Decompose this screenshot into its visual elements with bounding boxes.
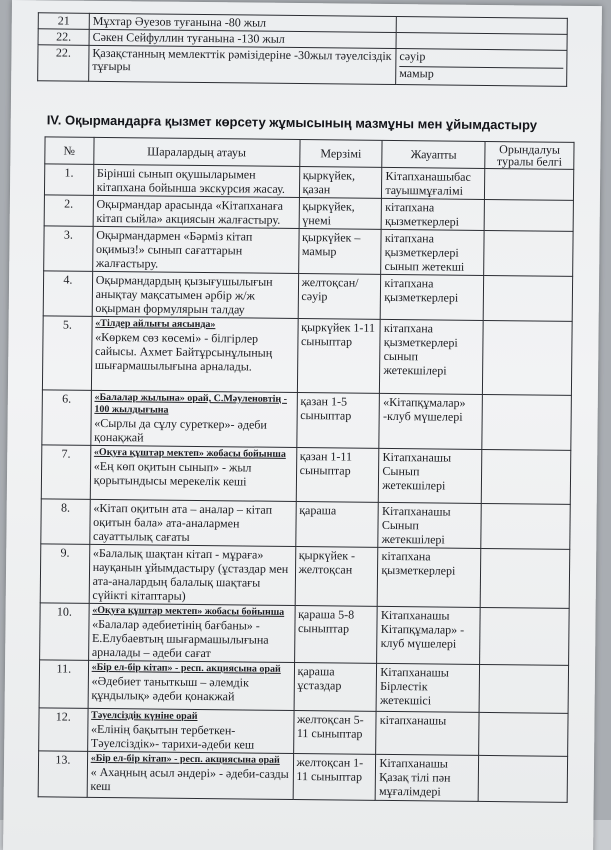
- row-responsible: Кітапханашы Сынып жетекшілері: [378, 502, 481, 548]
- row-number: 8.: [41, 499, 90, 545]
- header-responsible: Жауапты: [382, 140, 485, 168]
- table-row: [42, 390, 572, 451]
- row-responsible: Кітапханашы Кітапқұмалар» - клуб мүшелері: [377, 606, 480, 664]
- row-event-title: «Ең көп оқитын сынып» - жыл қорытындысы мерекелік кеші: [93, 458, 252, 489]
- row-event-name: [87, 751, 293, 799]
- row-event-occasion: «Тілдер айлығы аясында»: [95, 317, 216, 331]
- row-number: 10.: [40, 603, 89, 661]
- row-deadline: қыркүйек 1-11 сыныптар: [297, 319, 381, 394]
- header-number: №: [45, 137, 94, 165]
- row-event-name: [89, 544, 295, 605]
- row-deadline: [396, 49, 567, 87]
- row-responsible: «Кітапқұмалар» -клуб мүшелері: [379, 393, 482, 449]
- row-completion-mark: [479, 712, 568, 756]
- row-number: 4.: [43, 271, 92, 317]
- row-completion-mark: [483, 320, 573, 395]
- row-deadline: желтоқсан 1-11 сыныптар: [293, 753, 376, 800]
- row-deadline: қараша ұстаздар: [294, 662, 377, 711]
- row-number: 2.: [44, 195, 93, 227]
- row-event-title: «Балалар әдебиетінің бағбаны» - Е.Елубаевтың шығармашылығына арналады – әдеби сағат: [91, 616, 269, 661]
- row-number: 22.: [38, 45, 89, 82]
- table-row: [41, 499, 570, 550]
- table-row: [41, 445, 571, 505]
- row-event-title: Оқырмандармен «Бәрміз кітап оқимыз!» сынып сағаттарын жалғастыру.: [95, 227, 253, 271]
- row-deadline: қыркүйек, қазан: [299, 167, 382, 199]
- row-event-title: Оқырмандардың қызығушылығын анықтау мақсатымен әрбір ж/ж оқырман формулярын талдау: [95, 272, 273, 317]
- row-event-title: Оқырмандар арасында «Кітапханаға кітап сыйла» акциясын жалғастыру.: [96, 196, 284, 227]
- row-deadline: қазан 1-5 сыныптар: [296, 393, 379, 449]
- row-completion-mark: [478, 755, 567, 802]
- row-event-name: [88, 660, 294, 710]
- table-row: [39, 660, 568, 714]
- section-title: IV. Оқырмандарға қызмет көрсету жұмысының мазмұны мен ұйымдастыру: [46, 112, 538, 133]
- row-event-name: [89, 499, 295, 546]
- row-number: 21: [38, 13, 89, 30]
- row-event-title: «Елінің бақытын тербеткен- Тәуелсіздік»- тарихи-әдеби кеш: [90, 721, 255, 752]
- row-event-name: Сәкен Сейфуллин туғанына -130 жыл: [89, 29, 396, 48]
- row-completion-mark: [480, 548, 569, 608]
- row-responsible: кітапхана қызметкерлері: [378, 547, 481, 607]
- row-event-title: «Көркем сөз көсемі» - білгірлер сайысы. Ахмет Байтұрсынұлының шығармашылығына арналады.: [94, 329, 273, 374]
- row-number: 9.: [40, 544, 89, 604]
- row-completion-mark: [481, 449, 570, 504]
- row-event-occasion: «Бір ел-бір кітап» - респ. акциясына орай: [91, 661, 281, 675]
- row-completion-mark: [485, 168, 574, 200]
- activities-table: [38, 136, 575, 803]
- table-row: [40, 544, 570, 609]
- row-responsible: кітапхана қызметкерлері сынып жетекші: [381, 229, 484, 275]
- row-deadline: қараша 5-8 сыныптар: [294, 605, 377, 663]
- row-number: 6.: [42, 390, 91, 446]
- row-deadline-start: сәуір: [399, 49, 426, 64]
- row-deadline: қыркүйек, үнемі: [299, 198, 382, 230]
- table-row: [43, 271, 572, 322]
- row-responsible: кітапхана қызметкерлері сынып жетекшілері: [380, 319, 484, 394]
- row-event-name: [87, 708, 293, 753]
- row-deadline: желтоқсан/ сәуір: [298, 274, 381, 320]
- table-row: [44, 226, 573, 277]
- row-event-name: [91, 316, 298, 392]
- table-row: [38, 751, 567, 803]
- row-responsible: Кітапханашы Сынып жетекшілері: [379, 448, 482, 503]
- row-completion-mark: [480, 607, 569, 665]
- row-event-name: [93, 164, 299, 197]
- row-event-occasion: «Балалар жылына» орай, С.Мәуленовтің - 100 жылдығына: [94, 391, 288, 416]
- row-responsible: кітапханашы: [376, 711, 479, 755]
- row-event-occasion: «Оқуға құштар мектеп» жобасы бойынша: [93, 446, 286, 460]
- table-row: [42, 316, 572, 396]
- row-responsible: Кітапханашы Бірлестік жетекшісі: [376, 663, 479, 712]
- row-number: 7.: [41, 445, 90, 500]
- row-completion-mark: [484, 230, 573, 276]
- row-event-name: Мұхтар Әуезов туғанына -80 жыл: [89, 13, 396, 32]
- row-event-title: «Әдебиет таныткыш – әлемдік құндылық» әдеби қонакжай: [91, 673, 249, 704]
- row-event-name: [93, 195, 299, 228]
- header-completion-mark: Орындалуы туралы белгі: [485, 141, 574, 169]
- row-completion-mark: [479, 664, 568, 713]
- row-responsible: Кітапханашыбас тауышмұғалімі: [382, 167, 485, 199]
- row-number: 13.: [38, 751, 87, 798]
- header-event-name: Шаралардың атауы: [93, 137, 299, 166]
- row-number: 12.: [39, 708, 88, 752]
- row-deadline: [396, 17, 567, 35]
- row-completion-mark: [483, 275, 572, 321]
- row-completion-mark: [484, 199, 573, 231]
- row-responsible: Кітапханашы Қазақ тілі пән мұғалімдері: [375, 754, 478, 801]
- row-event-name: [90, 445, 296, 501]
- row-event-name: [92, 226, 298, 273]
- row-event-title: «Балалық шақтан кітап - мұраға» науқанын ұйымдастыру (ұстаздар мен ата-аналардың балалық шақтағы сүйікті кітаптары): [92, 545, 289, 603]
- row-deadline: қыркүйек - желтоқсан: [295, 546, 378, 606]
- row-deadline: желтоқсан 5-11 сыныптар: [293, 710, 376, 754]
- row-deadline: қараша: [295, 501, 378, 547]
- row-event-name: Қазақстанның мемлекттік рәмізідеріне -30жыл тәуелсіздік тұғыры: [89, 45, 396, 84]
- table-row: [38, 45, 567, 87]
- header-deadline: Мерзімі: [299, 140, 382, 168]
- row-event-title: «Сырлы да сұлу суреткер»- әдеби қонақжай: [94, 415, 267, 445]
- row-deadline: қыркүйек – мамыр: [298, 229, 381, 275]
- row-event-name: [88, 603, 294, 662]
- table-row: [40, 603, 570, 666]
- row-event-occasion: «Оқуға құштар мектеп» жобасы бойынша: [92, 604, 285, 618]
- row-number: 5.: [42, 316, 91, 391]
- row-event-title: «Кітап оқитын ата – аналар – кітап оқитын бала» ата-аналармен сауаттылық сағаты: [93, 500, 273, 544]
- row-responsible: кітапхана қызметкерлері: [381, 198, 484, 230]
- row-event-occasion: Тәуелсіздік күніне орай: [91, 709, 198, 722]
- table-row: [39, 708, 568, 757]
- row-deadline: [396, 33, 567, 51]
- row-event-name: [92, 271, 298, 318]
- row-number: 22.: [38, 29, 89, 46]
- row-deadline-end: мамыр: [399, 66, 563, 82]
- document-page: [3, 0, 602, 850]
- row-number: 3.: [44, 226, 93, 272]
- row-completion-mark: [482, 394, 571, 450]
- row-responsible: кітапхана қызметкерлері: [381, 274, 484, 320]
- row-event-occasion: «Бір ел-бір кітап» - респ. акциясына орай: [90, 752, 280, 766]
- row-event-name: [91, 390, 297, 447]
- row-number: 1.: [44, 164, 93, 196]
- row-number: 11.: [39, 660, 88, 709]
- row-deadline: қазан 1-11 сыныптар: [296, 448, 379, 503]
- previous-table-continuation: [37, 12, 568, 87]
- row-event-title: Бірінші сынып оқушыларымен кітапхана бойынша экскурсия жасау.: [96, 165, 285, 196]
- row-completion-mark: [481, 503, 570, 549]
- row-event-title: « Ахаңның асыл әндері» - әдеби-сазды кеш: [90, 764, 289, 794]
